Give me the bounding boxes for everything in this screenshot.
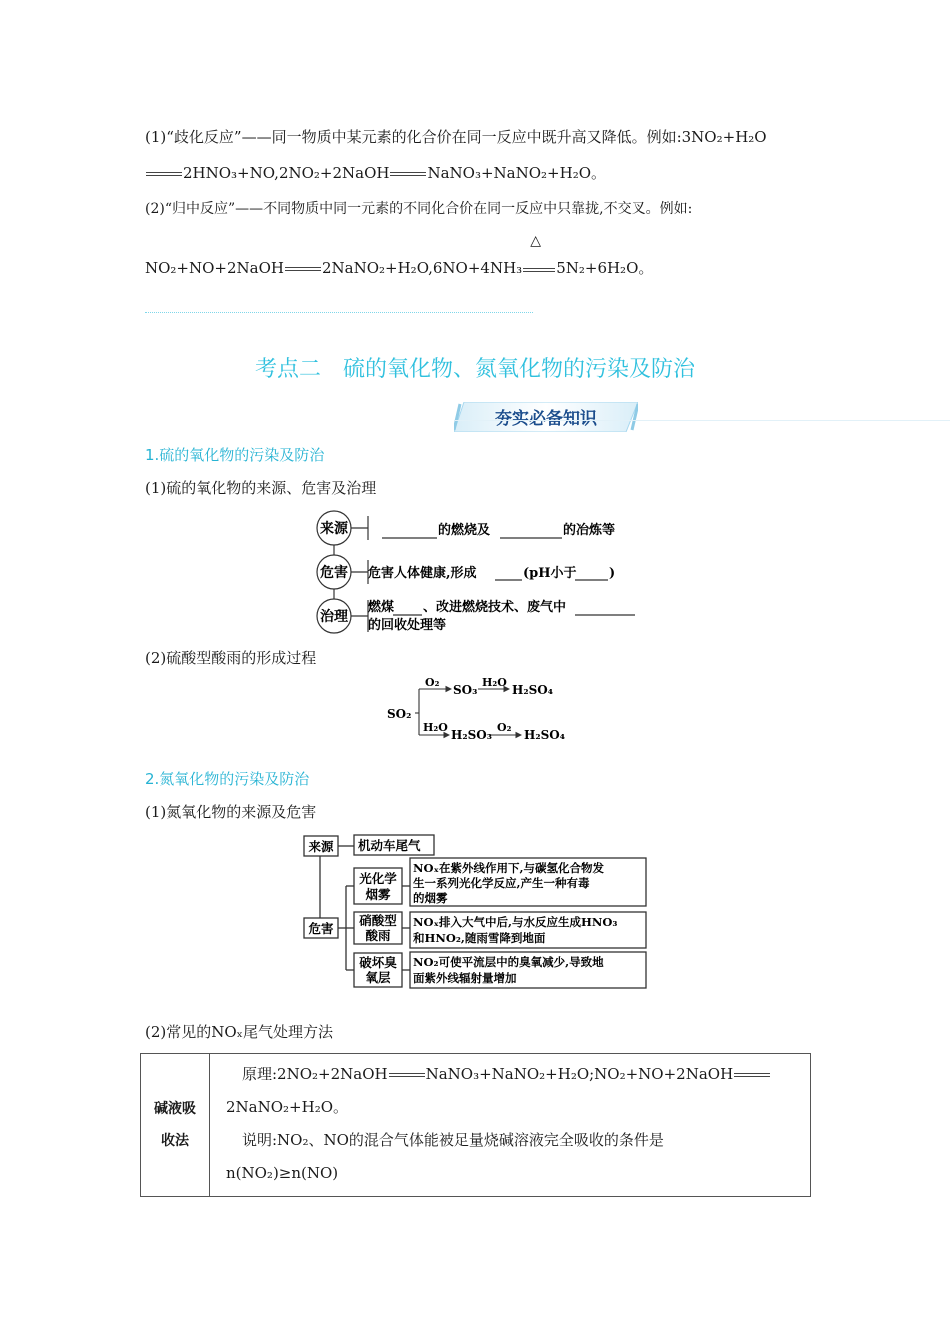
principle-line: 原理:2NO₂+2NaOH NaNO₃+NaNO₂+H₂O;NO₂+NO+2NaOH [226, 1058, 800, 1091]
acid-bot-arrow1: H₂O [423, 721, 448, 734]
condition-line: n(NO₂)≥n(NO) [226, 1164, 339, 1182]
treat-text-c: 的回收处理等 [368, 618, 447, 633]
sulfur-diagram [310, 508, 650, 638]
banner-title: 夯实必备知识 [495, 409, 597, 429]
equals-sign [734, 1073, 770, 1077]
acid-rain-diagram [385, 675, 575, 745]
harm-text-c: ) [609, 566, 616, 581]
n-source-text: 机动车尾气 [358, 838, 421, 853]
sulfur-heading: 1.硫的氧化物的污染及防治 [145, 446, 325, 464]
n-item-2-text-b: 面紫外线辐射量增加 [413, 971, 517, 985]
method-label: 碱液吸 收法 [141, 1054, 210, 1197]
n-item-0-label-b: 烟雾 [365, 887, 391, 902]
treat-text-a: 燃煤 [368, 600, 395, 615]
source-text-a: 的燃烧及 [438, 523, 491, 538]
n-harm-label: 危害 [308, 921, 334, 936]
source-text-b: 的冶炼等 [563, 523, 616, 538]
acid-top-arrow1: O₂ [425, 676, 440, 689]
note-line: 说明:NO₂、NO的混合气体能被足量烧碱溶液完全吸收的条件是 [242, 1131, 664, 1149]
equals-sign [285, 267, 321, 271]
method-content [210, 1054, 811, 1197]
n-item-2-label-b: 氧层 [365, 970, 391, 985]
n-item-2-label-a: 破坏臭 [359, 955, 397, 970]
sulfur-sub1: (1)硫的氧化物的来源、危害及治理 [145, 479, 377, 497]
nitrogen-sub1: (1)氮氧化物的来源及危害 [145, 803, 317, 821]
acid-start: SO₂ [387, 707, 412, 721]
acid-bot-arrow2: O₂ [497, 721, 512, 734]
n-item-1-label-b: 酸雨 [365, 928, 391, 943]
banner-rule [455, 420, 950, 421]
acid-bot-mid: H₂SO₃ [451, 728, 492, 742]
nitrogen-sub2: (2)常见的NOₓ尾气处理方法 [145, 1023, 334, 1041]
heat-symbol: △ [530, 233, 541, 249]
n-item-0-text-b: 生一系列光化学反应,产生一种有毒 [413, 876, 590, 890]
source-label: 来源 [320, 521, 348, 537]
dotted-divider [145, 312, 533, 313]
treat-label: 治理 [320, 609, 348, 625]
harm-text-b: (pH小于 [523, 566, 577, 581]
nitrogen-heading: 2.氮氧化物的污染及防治 [145, 770, 310, 788]
section-title: 考点二 硫的氧化物、氮氧化物的污染及防治 [254, 357, 695, 382]
n-item-1-text-b: 和HNO₂,随雨雪降到地面 [413, 931, 546, 945]
rule-2-line-b: NO₂+NO+2NaOH 2NaNO₂+H₂O,6NO+4NH₃ △ 5N₂+6H₂O。 [145, 233, 654, 277]
n-item-0-text-c: 的烟雾 [413, 891, 448, 905]
principle-line-2: 2NaNO₂+H₂O。 [226, 1098, 349, 1116]
acid-top-arrow2: H₂O [482, 676, 507, 689]
acid-top-mid: SO₃ [453, 683, 478, 697]
rule-1-line-a: (1)“歧化反应”——同一物质中某元素的化合价在同一反应中既升高又降低。例如:3NO₂+H₂O [145, 128, 767, 146]
equals-sign [146, 172, 182, 176]
acid-top-end: H₂SO₄ [512, 683, 553, 697]
rule-2-line-a: (2)“归中反应”——不同物质中同一元素的不同化合价在同一反应中只靠拢,不交叉。例如: [145, 201, 693, 217]
harm-label: 危害 [320, 565, 348, 581]
sulfur-sub2: (2)硫酸型酸雨的形成过程 [145, 649, 317, 667]
heat-equals [522, 233, 556, 279]
equals-sign [390, 172, 426, 176]
n-item-2-text-a: NO₂可使平流层中的臭氧减少,导致地 [413, 955, 604, 969]
table-row [141, 1054, 811, 1197]
n-item-1-text-a: NOₓ排入大气中后,与水反应生成HNO₃ [413, 915, 618, 929]
n-source-label: 来源 [308, 839, 334, 854]
equals-sign [523, 268, 555, 272]
nitrogen-diagram [300, 832, 650, 990]
n-item-0-text-a: NOₓ在紫外线作用下,与碳氢化合物发 [413, 861, 604, 875]
nox-treatment-table [140, 1053, 811, 1197]
harm-text-a: 危害人体健康,形成 [368, 566, 477, 581]
treat-text-b: 、改进燃烧技术、废气中 [423, 600, 567, 615]
acid-bot-end: H₂SO₄ [524, 728, 565, 742]
equals-sign [389, 1073, 425, 1077]
n-item-0-label-a: 光化学 [359, 871, 397, 886]
rule-1-line-b: 2HNO₃+NO,2NO₂+2NaOH NaNO₃+NaNO₂+H₂O。 [145, 163, 606, 183]
n-item-1-label-a: 硝酸型 [359, 913, 397, 928]
